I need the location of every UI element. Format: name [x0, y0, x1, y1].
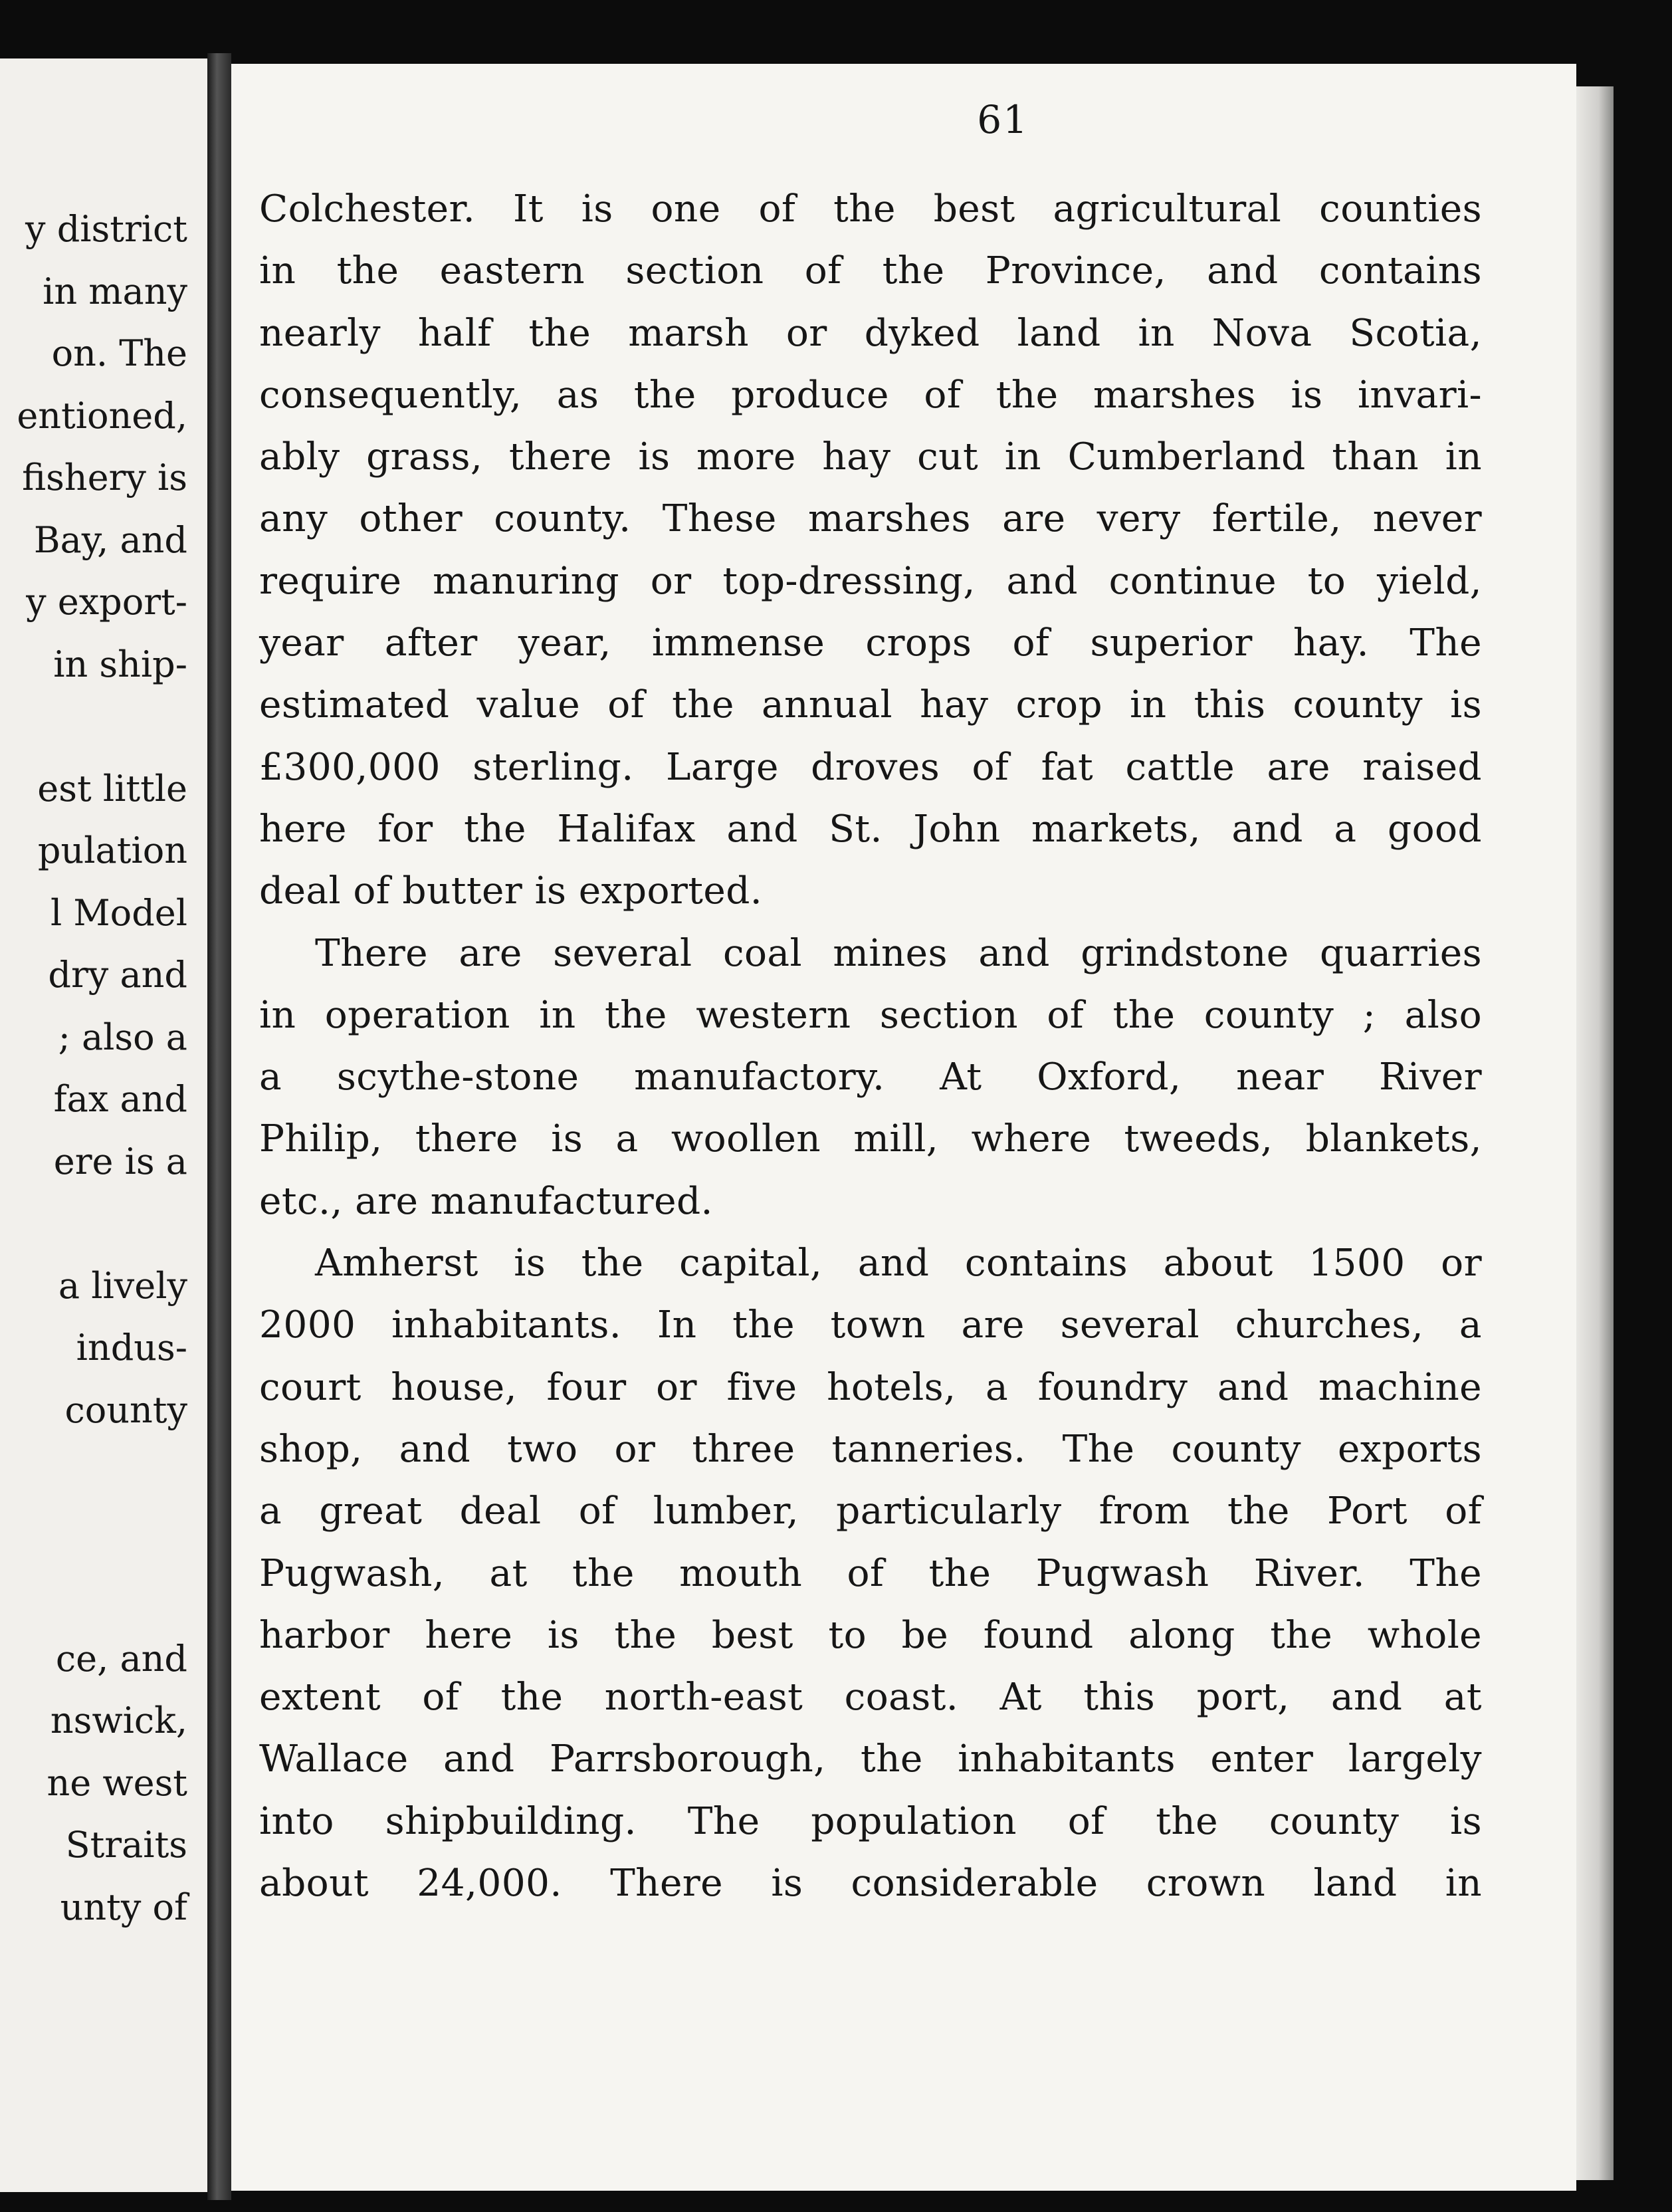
text-line: harbor here is the best to be found along the whole [259, 1613, 1482, 1657]
previous-page-line: y district [25, 208, 187, 250]
text-line: There are several coal mines and grindstone quarries [315, 931, 1482, 975]
text-line: Wallace and Parrsborough, the inhabitants enter largely [259, 1737, 1482, 1781]
previous-page-line: ce, and [55, 1637, 187, 1680]
text-line: estimated value of the annual hay crop in this county is [259, 683, 1482, 727]
previous-page-line: a lively [58, 1264, 187, 1307]
previous-page-line: y export- [26, 581, 187, 623]
page-number: 61 [977, 97, 1029, 142]
text-line: Philip, there is a woollen mill, where tweeds, blankets, [259, 1117, 1482, 1161]
book-page [231, 64, 1576, 2191]
text-line: into shipbuilding. The population of the county is [259, 1799, 1482, 1843]
previous-page-line: ne west [47, 1761, 187, 1804]
previous-page-line: est little [37, 767, 187, 810]
previous-page-fragment [0, 58, 207, 2192]
text-line: etc., are manufactured. [259, 1179, 713, 1223]
previous-page-line [0, 1565, 187, 1628]
previous-page-line: Bay, and [33, 518, 187, 561]
text-line: require manuring or top-dressing, and continue to yield, [259, 559, 1482, 603]
previous-page-line: l Model [50, 891, 187, 934]
previous-page-line: ; also a [58, 1016, 187, 1058]
previous-page-line [0, 1441, 187, 1503]
text-line: Colchester. It is one of the best agricultural counties [259, 187, 1482, 231]
text-line: year after year, immense crops of superior hay. The [259, 621, 1482, 665]
previous-page-line: pulation [37, 830, 187, 871]
text-line: consequently, as the produce of the marshes is invari- [259, 373, 1482, 417]
previous-page-line: indus- [76, 1327, 187, 1369]
previous-page-line: in many [43, 270, 187, 312]
book-gutter [207, 53, 231, 2200]
previous-page-line: Straits [65, 1824, 187, 1866]
page-body-text [259, 178, 1482, 1914]
text-line: in the eastern section of the Province, and contains [259, 249, 1482, 293]
previous-page-line: unty of [60, 1886, 187, 1928]
previous-page-line: dry and [48, 954, 187, 996]
previous-page-line [0, 1192, 187, 1255]
previous-page-line [0, 695, 187, 758]
previous-page-line: nswick, [50, 1700, 187, 1741]
text-line: a great deal of lumber, particularly from the Port of [259, 1490, 1482, 1533]
text-line: a scythe-stone manufactory. At Oxford, near River [259, 1055, 1482, 1099]
text-line: here for the Halifax and St. John markets, and a good [259, 807, 1482, 851]
previous-page-text [0, 198, 187, 1938]
text-line: £300,000 sterling. Large droves of fat cattle are raised [259, 745, 1482, 789]
previous-page-line: entioned, [17, 394, 187, 437]
previous-page-line [0, 1503, 187, 1566]
text-line: in operation in the western section of the county ; also [259, 993, 1482, 1037]
page-edge [1576, 86, 1614, 2180]
previous-page-line: fishery is [22, 457, 187, 498]
text-line: shop, and two or three tanneries. The county exports [259, 1427, 1482, 1471]
text-line: any other county. These marshes are very fertile, never [259, 497, 1482, 541]
text-line: nearly half the marsh or dyked land in Nova Scotia, [259, 311, 1482, 355]
text-line: ably grass, there is more hay cut in Cumberland than in [259, 435, 1482, 479]
text-line: Amherst is the capital, and contains about 1500 or [315, 1242, 1482, 1285]
text-line: about 24,000. There is considerable crown land in [259, 1862, 1482, 1906]
previous-page-line: on. The [51, 332, 187, 374]
text-line: Pugwash, at the mouth of the Pugwash River. The [259, 1551, 1482, 1595]
previous-page-line: ere is a [53, 1140, 187, 1182]
text-line: 2000 inhabitants. In the town are several churches, a [259, 1303, 1482, 1347]
text-line: deal of butter is exported. [259, 869, 763, 913]
previous-page-line: in ship- [53, 643, 187, 685]
previous-page-line: county [64, 1388, 187, 1431]
previous-page-line: fax and [53, 1078, 187, 1120]
text-line: extent of the north-east coast. At this port, and at [259, 1676, 1482, 1719]
text-line: court house, four or five hotels, a foundry and machine [259, 1365, 1482, 1409]
